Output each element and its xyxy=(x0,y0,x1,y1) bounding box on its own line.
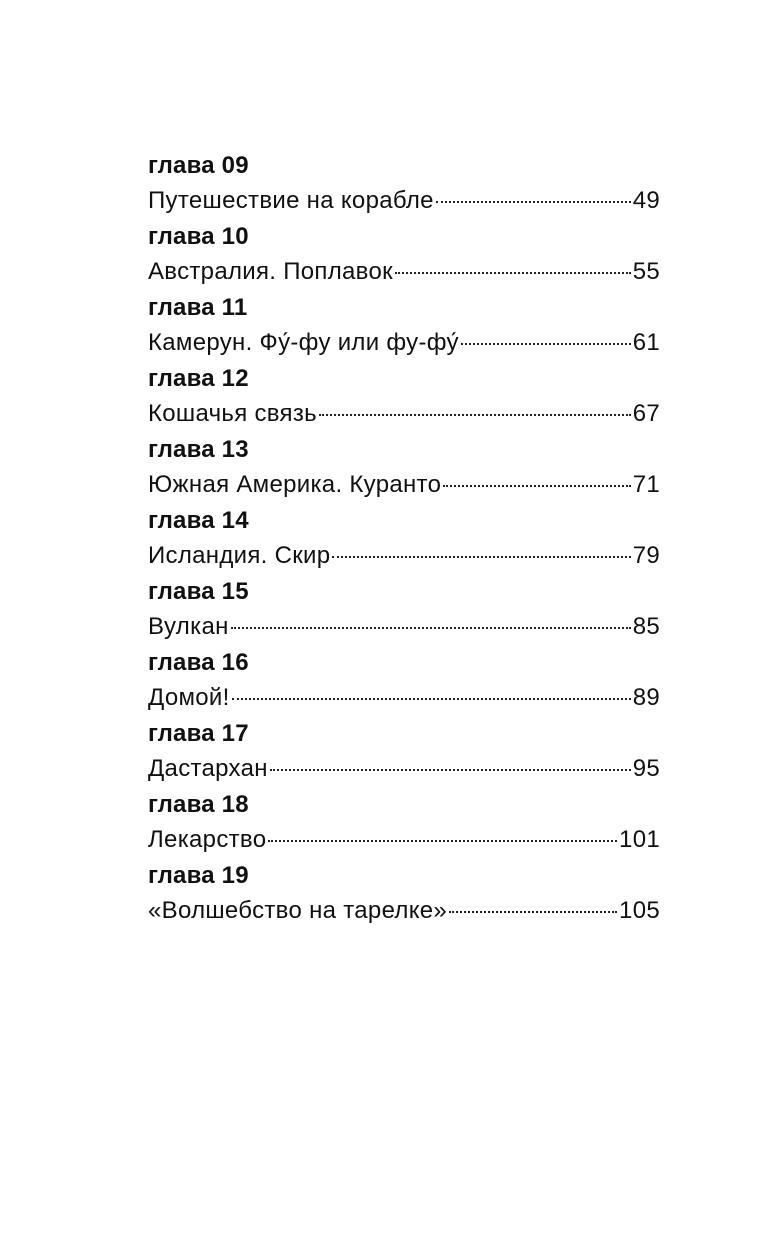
page-number: 95 xyxy=(632,755,660,782)
toc-line xyxy=(148,609,660,645)
toc-line xyxy=(148,467,660,503)
page-number: 55 xyxy=(632,258,660,285)
page-number: 71 xyxy=(632,471,660,498)
table-of-contents xyxy=(148,148,660,929)
toc-line xyxy=(148,751,660,787)
toc-entry xyxy=(148,503,660,574)
chapter-title: Домой! xyxy=(148,684,230,711)
page-number: 67 xyxy=(632,400,660,427)
toc-entry xyxy=(148,432,660,503)
dot-leader xyxy=(443,485,630,487)
chapter-title: Путешествие на корабле xyxy=(148,187,434,214)
chapter-title: «Волшебство на тарелке» xyxy=(148,897,448,924)
chapter-heading: глава 12 xyxy=(148,365,249,392)
page-number: 101 xyxy=(619,826,660,853)
dot-leader xyxy=(319,414,631,416)
dot-leader xyxy=(332,556,630,558)
chapter-title: Кошачья связь xyxy=(148,400,317,427)
page-number: 105 xyxy=(619,897,660,924)
chapter-heading: глава 15 xyxy=(148,578,249,605)
dot-leader xyxy=(270,769,631,771)
page-number: 85 xyxy=(632,613,660,640)
page-number: 49 xyxy=(632,187,660,214)
chapter-title: Южная Америка. Куранто xyxy=(148,471,442,498)
dot-leader xyxy=(449,911,617,913)
toc-entry xyxy=(148,219,660,290)
dot-leader xyxy=(436,201,631,203)
toc-line xyxy=(148,893,660,929)
dot-leader xyxy=(395,272,631,274)
chapter-heading: глава 19 xyxy=(148,862,249,889)
toc-line xyxy=(148,183,660,219)
toc-entry xyxy=(148,858,660,929)
toc-line xyxy=(148,538,660,574)
chapter-title: Камерун. Фу́-фу или фу-фу́ xyxy=(148,329,459,356)
page-number: 61 xyxy=(632,329,660,356)
chapter-title: Австралия. Поплавок xyxy=(148,258,393,285)
toc-line xyxy=(148,254,660,290)
chapter-title: Лекарство xyxy=(148,826,267,853)
dot-leader xyxy=(231,627,631,629)
toc-entry xyxy=(148,290,660,361)
chapter-title: Исландия. Скир xyxy=(148,542,331,569)
chapter-heading: глава 17 xyxy=(148,720,249,747)
chapter-heading: глава 11 xyxy=(148,294,248,321)
chapter-heading: глава 10 xyxy=(148,223,249,250)
dot-leader xyxy=(461,343,631,345)
chapter-heading: глава 13 xyxy=(148,436,249,463)
toc-entry xyxy=(148,574,660,645)
toc-line xyxy=(148,680,660,716)
page-number: 79 xyxy=(632,542,660,569)
dot-leader xyxy=(268,840,617,842)
dot-leader xyxy=(232,698,631,700)
chapter-title: Вулкан xyxy=(148,613,229,640)
toc-entry xyxy=(148,645,660,716)
page-number: 89 xyxy=(632,684,660,711)
chapter-heading: глава 18 xyxy=(148,791,249,818)
toc-line xyxy=(148,822,660,858)
toc-line xyxy=(148,396,660,432)
toc-entry xyxy=(148,361,660,432)
chapter-heading: глава 14 xyxy=(148,507,249,534)
toc-entry xyxy=(148,148,660,219)
chapter-heading: глава 09 xyxy=(148,152,249,179)
toc-entry xyxy=(148,787,660,858)
toc-entry xyxy=(148,716,660,787)
toc-line xyxy=(148,325,660,361)
chapter-title: Дастархан xyxy=(148,755,268,782)
chapter-heading: глава 16 xyxy=(148,649,249,676)
